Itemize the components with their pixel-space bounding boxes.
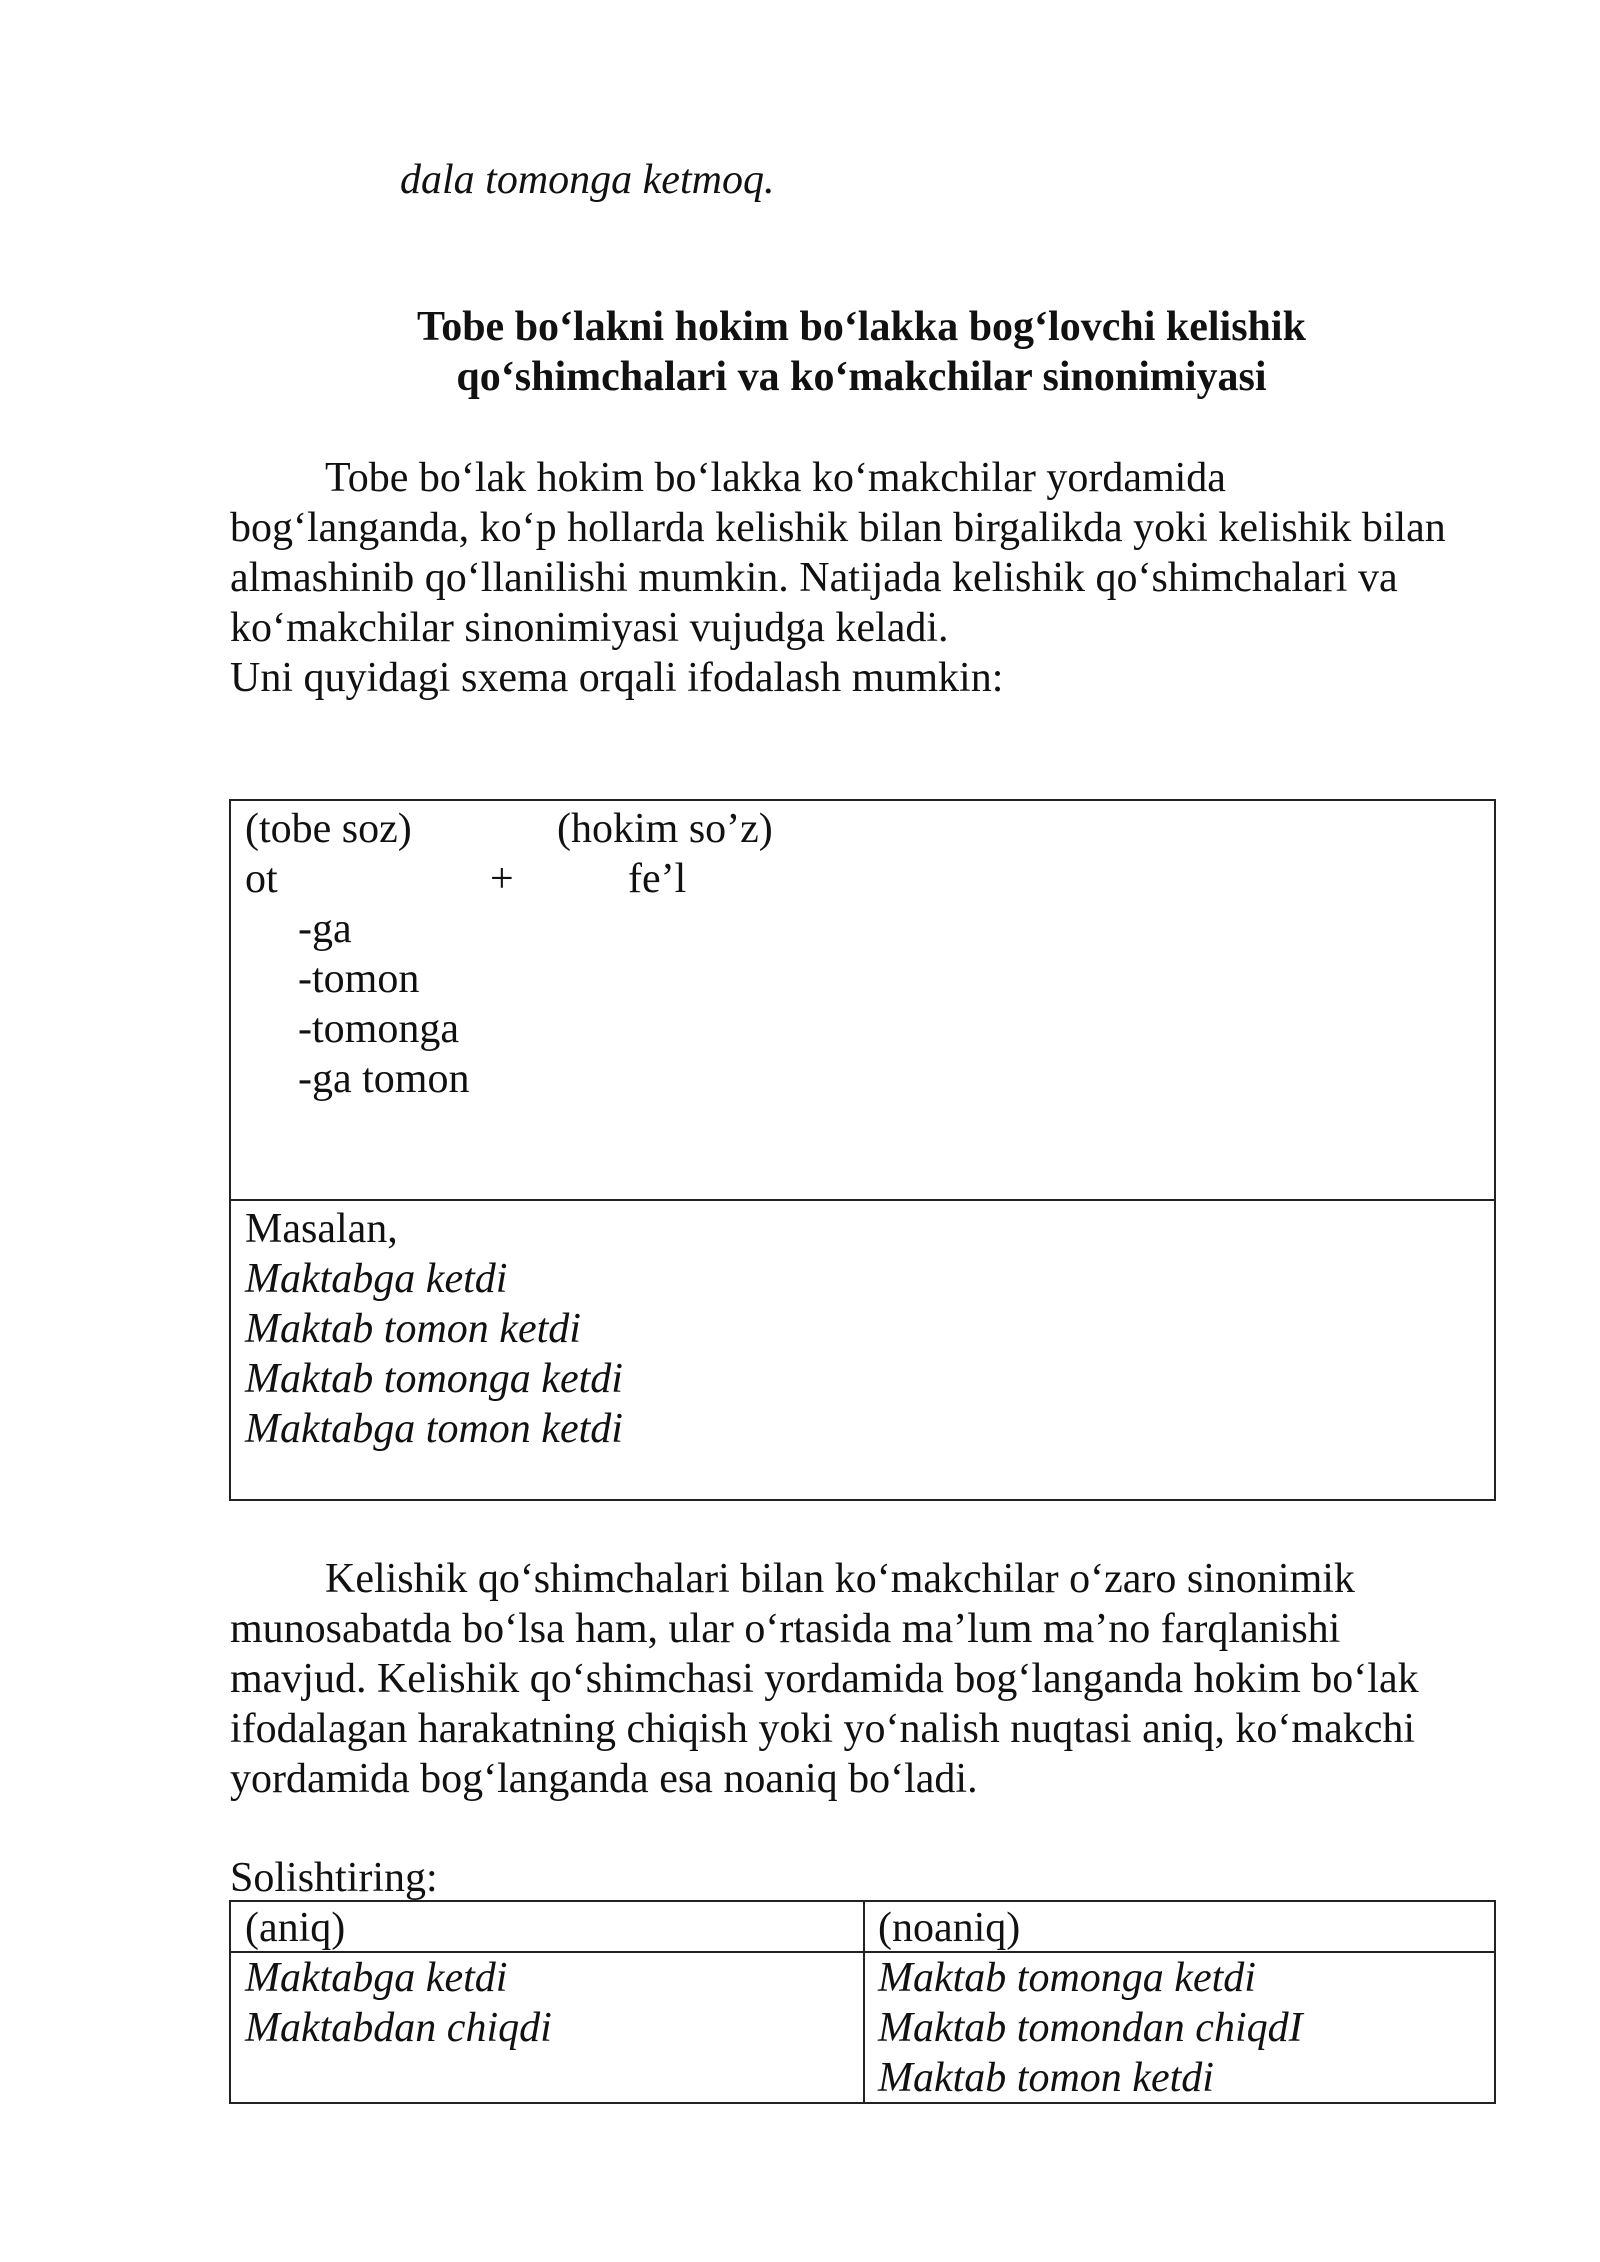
example-item: Maktab tomonga ketdi bbox=[245, 1356, 623, 1402]
example-item: Maktabga ketdi bbox=[245, 1256, 508, 1302]
scheme-table-divider bbox=[229, 1199, 1496, 1201]
paragraph-2-line: Kelishik qo‘shimchalari bilan ko‘makchilar o‘zaro sinonimik bbox=[325, 1556, 1355, 1602]
paragraph-1-line: Tobe bo‘lak hokim bo‘lakka ko‘makchilar yordamida bbox=[325, 455, 1226, 501]
compare-left-header: (aniq) bbox=[245, 1905, 346, 1951]
suffix-item: -ga tomon bbox=[298, 1056, 470, 1102]
ot-label: ot bbox=[245, 856, 278, 902]
section-heading-line-1: Tobe bo‘lakni hokim bo‘lakka bog‘lovchi kelishik bbox=[417, 304, 1306, 350]
suffix-item: -ga bbox=[298, 906, 352, 952]
compare-right-item: Maktab tomonga ketdi bbox=[878, 1955, 1256, 2001]
compare-right-item: Maktab tomon ketdi bbox=[878, 2055, 1214, 2101]
paragraph-2-line: mavjud. Kelishik qo‘shimchasi yordamida bog‘langanda hokim bo‘lak bbox=[230, 1656, 1419, 1702]
compare-label: Solishtiring: bbox=[230, 1855, 438, 1901]
suffix-item: -tomon bbox=[298, 956, 420, 1002]
compare-left-item: Maktabga ketdi bbox=[245, 1955, 508, 2001]
paragraph-1-line: ko‘makchilar sinonimiyasi vujudga keladi. bbox=[230, 605, 949, 651]
example-item: Maktab tomon ketdi bbox=[245, 1306, 581, 1352]
intro-example: dala tomonga ketmoq. bbox=[400, 157, 775, 203]
paragraph-1-line: almashinib qo‘llanilishi mumkin. Natijada kelishik qo‘shimchalari va bbox=[230, 555, 1398, 601]
compare-left-item: Maktabdan chiqdi bbox=[245, 2005, 552, 2051]
suffix-item: -tomonga bbox=[298, 1006, 459, 1052]
paragraph-1-line: Uni quyidagi sxema orqali ifodalash mumkin: bbox=[230, 655, 1004, 701]
compare-table-column-divider bbox=[863, 1900, 865, 2104]
paragraph-2-line: ifodalagan harakatning chiqish yoki yo‘nalish nuqtasi aniq, ko‘makchi bbox=[230, 1706, 1416, 1752]
example-intro: Masalan, bbox=[245, 1206, 398, 1252]
fel-label: fe’l bbox=[628, 856, 687, 902]
compare-right-header: (noaniq) bbox=[878, 1905, 1021, 1951]
section-heading-line-2: qo‘shimchalari va ko‘makchilar sinonimiyasi bbox=[456, 354, 1267, 400]
paragraph-1-line: bog‘langanda, ko‘p hollarda kelishik bilan birgalikda yoki kelishik bilan bbox=[230, 505, 1446, 551]
hokim-label: (hokim so’z) bbox=[557, 806, 773, 852]
example-item: Maktabga tomon ketdi bbox=[245, 1406, 623, 1452]
paragraph-2-line: yordamida bog‘langanda esa noaniq bo‘ladi. bbox=[230, 1756, 978, 1802]
paragraph-2-line: munosabatda bo‘lsa ham, ular o‘rtasida ma’lum ma’no farqlanishi bbox=[230, 1606, 1341, 1652]
compare-right-item: Maktab tomondan chiqdI bbox=[878, 2005, 1303, 2051]
plus-sign: + bbox=[490, 856, 514, 902]
tobe-label: (tobe soz) bbox=[245, 806, 412, 852]
